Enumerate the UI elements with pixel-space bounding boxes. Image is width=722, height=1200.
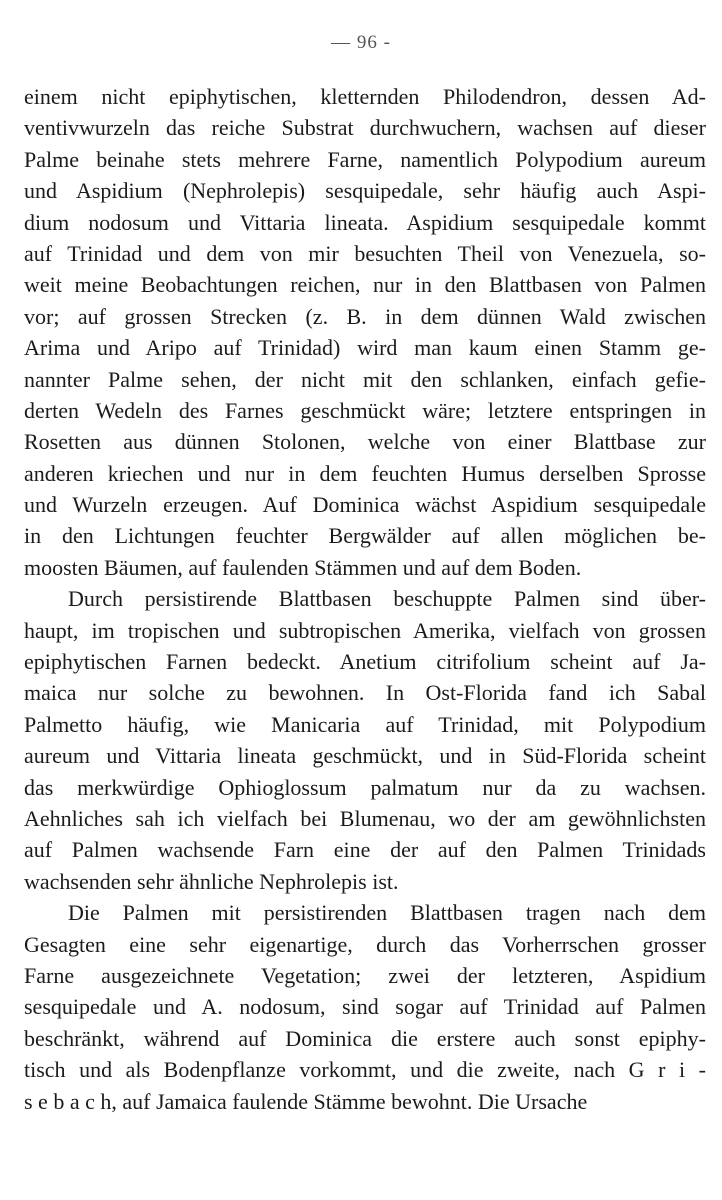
text-line: haupt, im tropischen und subtropischen Amerika, vielfach von grossen xyxy=(24,617,706,643)
text-line: moosten Bäumen, auf faulenden Stämmen und auf dem Boden. xyxy=(24,554,582,580)
text-line: einem nicht epiphytischen, kletternden Philodendron, dessen Ad- xyxy=(24,84,706,109)
body-text xyxy=(24,81,706,1117)
text-line: vor; auf grossen Strecken (z. B. in dem dünnen Wald zwischen xyxy=(24,303,706,329)
text-line: Palme beinahe stets mehrere Farne, namentlich Polypodium aureum xyxy=(24,146,706,172)
text-line: beschränkt, während auf Dominica die erstere auch sonst epiphy- xyxy=(24,1025,706,1051)
text-line: Farne ausgezeichnete Vegetation; zwei der letzteren, Aspidium xyxy=(24,962,706,988)
text-line: s e b a c h, auf Jamaica faulende Stämme bewohnt. Die Ursache xyxy=(24,1088,588,1114)
paragraph xyxy=(24,583,706,897)
text-line: dium nodosum und Vittaria lineata. Aspidium sesquipedale kommt xyxy=(24,209,706,235)
text-line: Gesagten eine sehr eigenartige, durch das Vorherrschen grosser xyxy=(24,931,706,957)
text-line: Durch persistirende Blattbasen beschuppte Palmen sind über- xyxy=(68,586,706,612)
text-line: auf Palmen wachsende Farn eine der auf den Palmen Trinidads xyxy=(24,837,706,863)
text-line: Rosetten aus dünnen Stolonen, welche von einer Blattbase zur xyxy=(24,429,706,455)
paragraph xyxy=(24,81,706,583)
text-line: anderen kriechen und nur in dem feuchten Humus derselben Sprosse xyxy=(24,460,706,486)
text-line: weit meine Beobachtungen reichen, nur in den Blattbasen von Palmen xyxy=(24,272,706,298)
text-line: nannter Palme sehen, der nicht mit den schlanken, einfach gefie- xyxy=(24,366,706,392)
text-line: Aehnliches sah ich vielfach bei Blumenau, wo der am gewöhnlichsten xyxy=(24,805,706,831)
text-line: und Aspidium (Nephrolepis) sesquipedale, sehr häufig auch Aspi- xyxy=(24,178,706,204)
page-number: — 96 - xyxy=(331,32,391,53)
text-line: Die Palmen mit persistirenden Blattbasen tragen nach dem xyxy=(68,900,706,926)
text-line: derten Wedeln des Farnes geschmückt wäre; letztere entspringen in xyxy=(24,397,706,423)
text-line: sesquipedale und A. nodosum, sind sogar auf Trinidad auf Palmen xyxy=(24,994,706,1020)
text-line: aureum und Vittaria lineata geschmückt, und in Süd-Florida scheint xyxy=(24,743,706,769)
paragraph xyxy=(24,897,706,1117)
text-line: maica nur solche zu bewohnen. In Ost-Florida fand ich Sabal xyxy=(24,680,706,706)
text-line: ventivwurzeln das reiche Substrat durchwuchern, wachsen auf dieser xyxy=(24,115,706,141)
text-line: in den Lichtungen feuchter Bergwälder auf allen möglichen be- xyxy=(24,523,706,549)
text-line: wachsenden sehr ähnliche Nephrolepis ist. xyxy=(24,868,399,894)
text-line: Arima und Aripo auf Trinidad) wird man kaum einen Stamm ge- xyxy=(24,335,706,361)
text-line: epiphytischen Farnen bedeckt. Anetium citrifolium scheint auf Ja- xyxy=(24,649,706,675)
text-line: und Wurzeln erzeugen. Auf Dominica wächst Aspidium sesquipedale xyxy=(24,492,706,518)
text-line: Palmetto häufig, wie Manicaria auf Trinidad, mit Polypodium xyxy=(24,711,706,737)
text-line: das merkwürdige Ophioglossum palmatum nur da zu wachsen. xyxy=(24,774,706,800)
text-line: auf Trinidad und dem von mir besuchten Theil von Venezuela, so- xyxy=(24,240,706,266)
text-line: tisch und als Bodenpflanze vorkommt, und die zweite, nach G r i - xyxy=(24,1057,706,1083)
